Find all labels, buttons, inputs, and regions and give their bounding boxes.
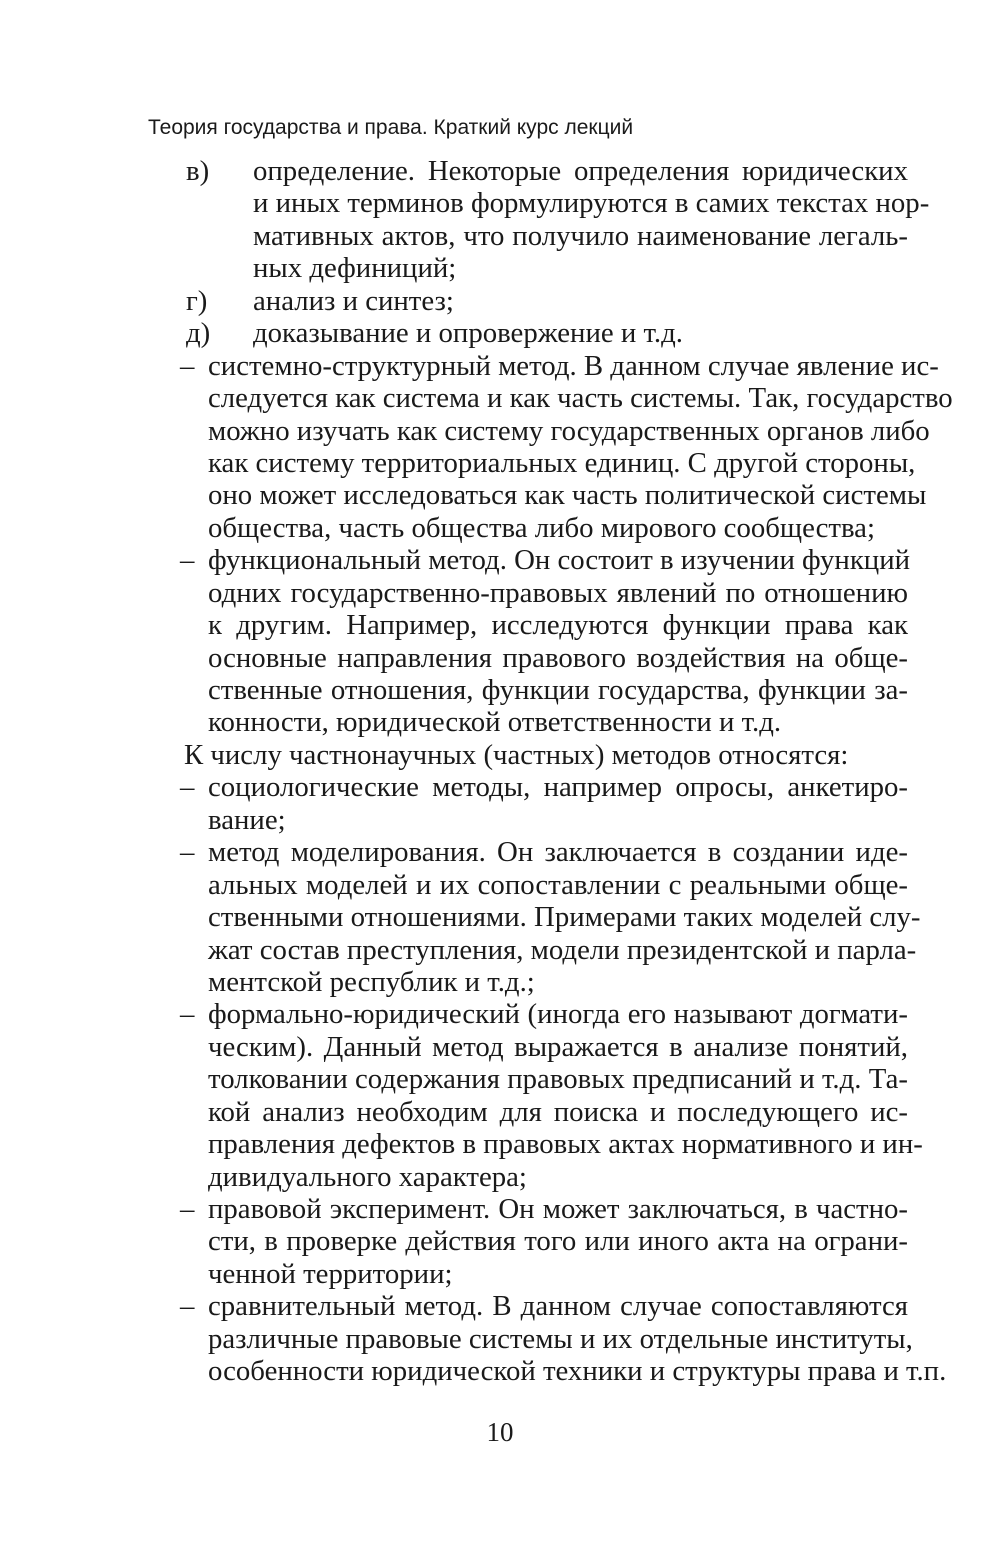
- list-marker: д): [186, 317, 211, 350]
- dash-item-experiment-line: – правовой эксперимент. Он может заключаться, в частно-: [180, 1193, 908, 1225]
- list-item-v-line: ных дефиниций;: [253, 252, 457, 285]
- dash-item-functional-line: – функциональный метод. Он состоит в изучении функций: [180, 544, 911, 577]
- dash-item-systemic-line: оно может исследоваться как часть политической системы: [208, 479, 927, 512]
- dash-item-modeling-line: жат состав преступления, модели президентской и парла-: [208, 933, 917, 966]
- dash-item-functional-line: ственные отношения, функции государства, функции за-: [208, 674, 908, 706]
- running-header: Теория государства и права. Краткий курс лекций: [148, 116, 634, 139]
- dash-item-experiment-line: ченной территории;: [208, 1257, 453, 1290]
- dash-item-systemic-line: можно изучать как систему государственных органов либо: [208, 414, 930, 447]
- dash-marker: –: [180, 1290, 195, 1323]
- dash-item-formal-line: правления дефектов в правовых актах нормативного и ин-: [208, 1128, 923, 1161]
- dash-marker: –: [180, 544, 195, 577]
- list-item-d-line: д) доказывание и опровержение и т.д.: [186, 317, 683, 350]
- list-marker: г): [186, 284, 208, 317]
- dash-item-modeling-line: ственными отношениями. Примерами таких моделей слу-: [208, 901, 921, 934]
- dash-marker: –: [180, 836, 195, 869]
- dash-item-functional-line: к другим. Например, исследуются функции права как: [208, 609, 908, 642]
- dash-item-formal-line: толковании содержания правовых предписаний и т.д. Та-: [208, 1063, 908, 1096]
- page-body: [148, 155, 953, 1388]
- dash-marker: –: [180, 349, 195, 382]
- dash-item-modeling-line: – метод моделирования. Он заключается в создании иде-: [180, 836, 908, 869]
- dash-item-systemic-line: общества, часть общества либо мирового сообщества;: [208, 511, 875, 544]
- dash-marker: –: [180, 998, 195, 1031]
- dash-marker: –: [180, 1193, 195, 1225]
- list-marker: в): [186, 155, 210, 187]
- dash-item-formal-line: дивидуального характера;: [208, 1160, 527, 1193]
- dash-item-modeling-line: ментской республик и т.д.;: [208, 965, 535, 998]
- dash-item-formal-line: ческим). Данный метод выражается в анализе понятий,: [208, 1030, 908, 1063]
- list-item-g-line: г) анализ и синтез;: [186, 284, 454, 317]
- dash-item-comparative-line: особенности юридической техники и структуры права и т.п.: [208, 1355, 947, 1388]
- dash-item-sociological-line: вание;: [208, 803, 286, 836]
- dash-item-functional-line: основные направления правового воздействия на обще-: [208, 641, 908, 674]
- list-item-v-line: в) определение. Некоторые определения юридических: [186, 155, 908, 187]
- dash-item-sociological-line: – социологические методы, например опросы, анкетиро-: [180, 771, 908, 804]
- dash-item-systemic-line: следуется как система и как часть системы. Так, государство: [208, 382, 953, 415]
- dash-item-comparative-line: различные правовые системы и их отдельные институты,: [208, 1322, 913, 1355]
- dash-item-functional-line: конности, юридической ответственности и т.д.: [208, 706, 782, 739]
- list-item-v-line: мативных актов, что получило наименование легаль-: [253, 219, 908, 252]
- page-number: 10: [486, 1417, 514, 1447]
- dash-item-comparative-line: – сравнительный метод. В данном случае сопоставляются: [180, 1290, 908, 1323]
- dash-item-experiment-line: сти, в проверке действия того или иного акта на ограни-: [208, 1225, 908, 1258]
- dash-item-formal-line: – формально-юридический (иногда его называют догмати-: [180, 998, 908, 1031]
- dash-marker: –: [180, 771, 195, 804]
- dash-item-functional-line: одних государственно-правовых явлений по отношению: [208, 576, 908, 609]
- dash-item-formal-line: кой анализ необходим для поиска и последующего ис-: [208, 1095, 908, 1128]
- dash-item-systemic-line: как систему территориальных единиц. С другой стороны,: [208, 446, 916, 479]
- dash-item-modeling-line: альных моделей и их сопоставлении с реальными обще-: [208, 868, 908, 901]
- list-item-v-line: и иных терминов формулируются в самих текстах нор-: [253, 187, 930, 220]
- dash-item-systemic-line: – системно-структурный метод. В данном случае явление ис-: [180, 349, 939, 382]
- paragraph-intro: К числу частнонаучных (частных) методов относятся:: [184, 738, 849, 771]
